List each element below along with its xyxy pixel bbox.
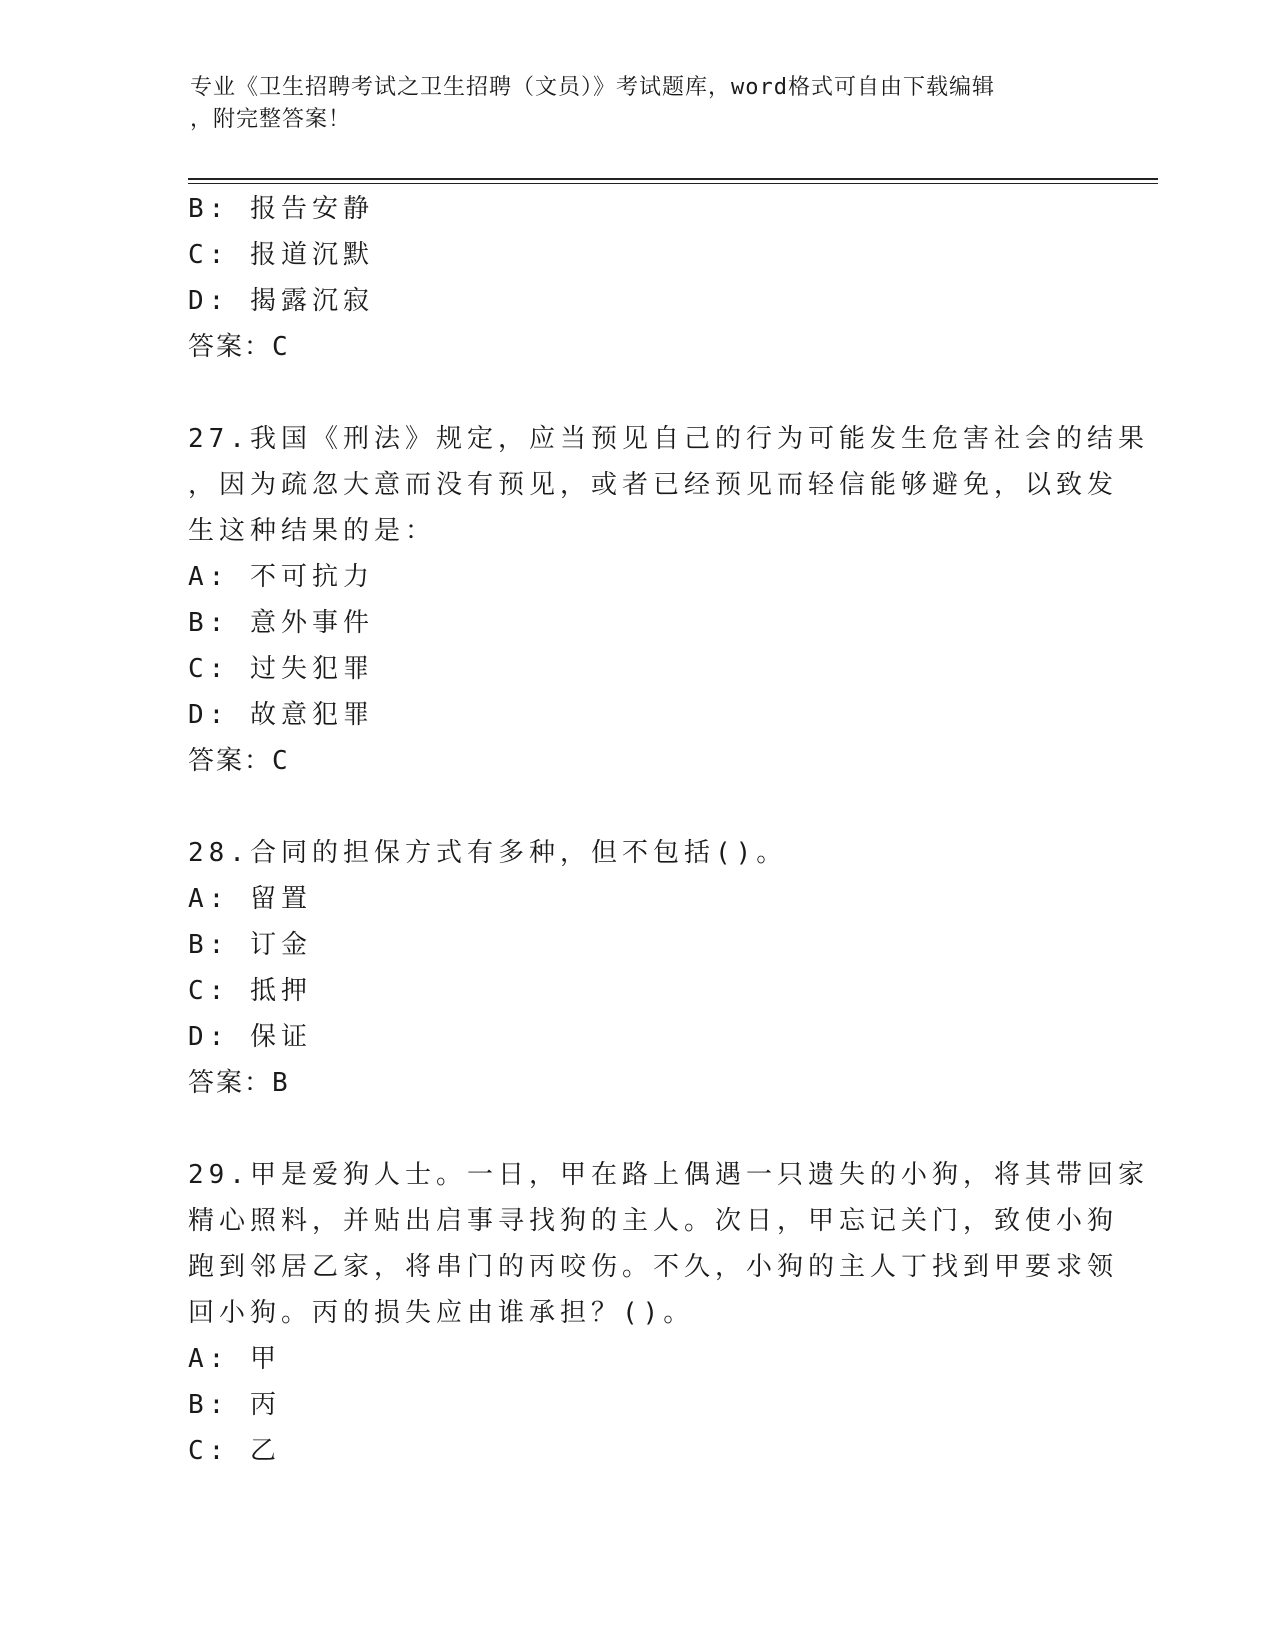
question-stem: 29.甲是爱狗人士。一日，甲在路上偶遇一只遗失的小狗，将其带回家 — [188, 1160, 1149, 1190]
option-c: C: 抵押 — [188, 976, 312, 1006]
question-stem: 生这种结果的是： — [188, 516, 437, 546]
answer: 答案：C — [188, 746, 290, 776]
option-c: C: 乙 — [188, 1436, 281, 1466]
answer: 答案：B — [188, 1068, 290, 1098]
option-a: A: 留置 — [188, 884, 312, 914]
option-c: C: 报道沉默 — [188, 240, 374, 270]
option-d: D: 保证 — [188, 1022, 312, 1052]
header-line-2: ，附完整答案！ — [190, 107, 352, 132]
question-27 — [188, 416, 1149, 784]
header-line-1: 专业《卫生招聘考试之卫生招聘（文员）》考试题库，word格式可自由下载编辑 — [190, 75, 995, 100]
document-header — [190, 72, 1090, 136]
option-d: D: 故意犯罪 — [188, 700, 374, 730]
option-b: B: 意外事件 — [188, 608, 374, 638]
option-b: B: 丙 — [188, 1390, 281, 1420]
option-c: C: 过失犯罪 — [188, 654, 374, 684]
question-stem: 跑到邻居乙家，将串门的丙咬伤。不久，小狗的主人丁找到甲要求领 — [188, 1252, 1119, 1282]
question-stem: ，因为疏忽大意而没有预见，或者已经预见而轻信能够避免，以致发 — [188, 470, 1119, 500]
question-stem: 28.合同的担保方式有多种，但不包括()。 — [188, 838, 788, 868]
option-b: B: 报告安静 — [188, 194, 374, 224]
answer: 答案：C — [188, 332, 290, 362]
question-28 — [188, 830, 1088, 1106]
question-stem: 27.我国《刑法》规定，应当预见自己的行为可能发生危害社会的结果 — [188, 424, 1149, 454]
option-a: A: 不可抗力 — [188, 562, 374, 592]
question-list — [188, 186, 1149, 1474]
header-rule-thick — [188, 178, 1158, 180]
question-stem: 回小狗。丙的损失应由谁承担？()。 — [188, 1298, 695, 1328]
header-rule-thin — [188, 183, 1158, 184]
option-d: D: 揭露沉寂 — [188, 286, 374, 316]
question-26 — [188, 186, 1088, 370]
option-a: A: 甲 — [188, 1344, 281, 1374]
option-b: B: 订金 — [188, 930, 312, 960]
question-29 — [188, 1152, 1149, 1474]
question-stem: 精心照料，并贴出启事寻找狗的主人。次日，甲忘记关门，致使小狗 — [188, 1206, 1119, 1236]
